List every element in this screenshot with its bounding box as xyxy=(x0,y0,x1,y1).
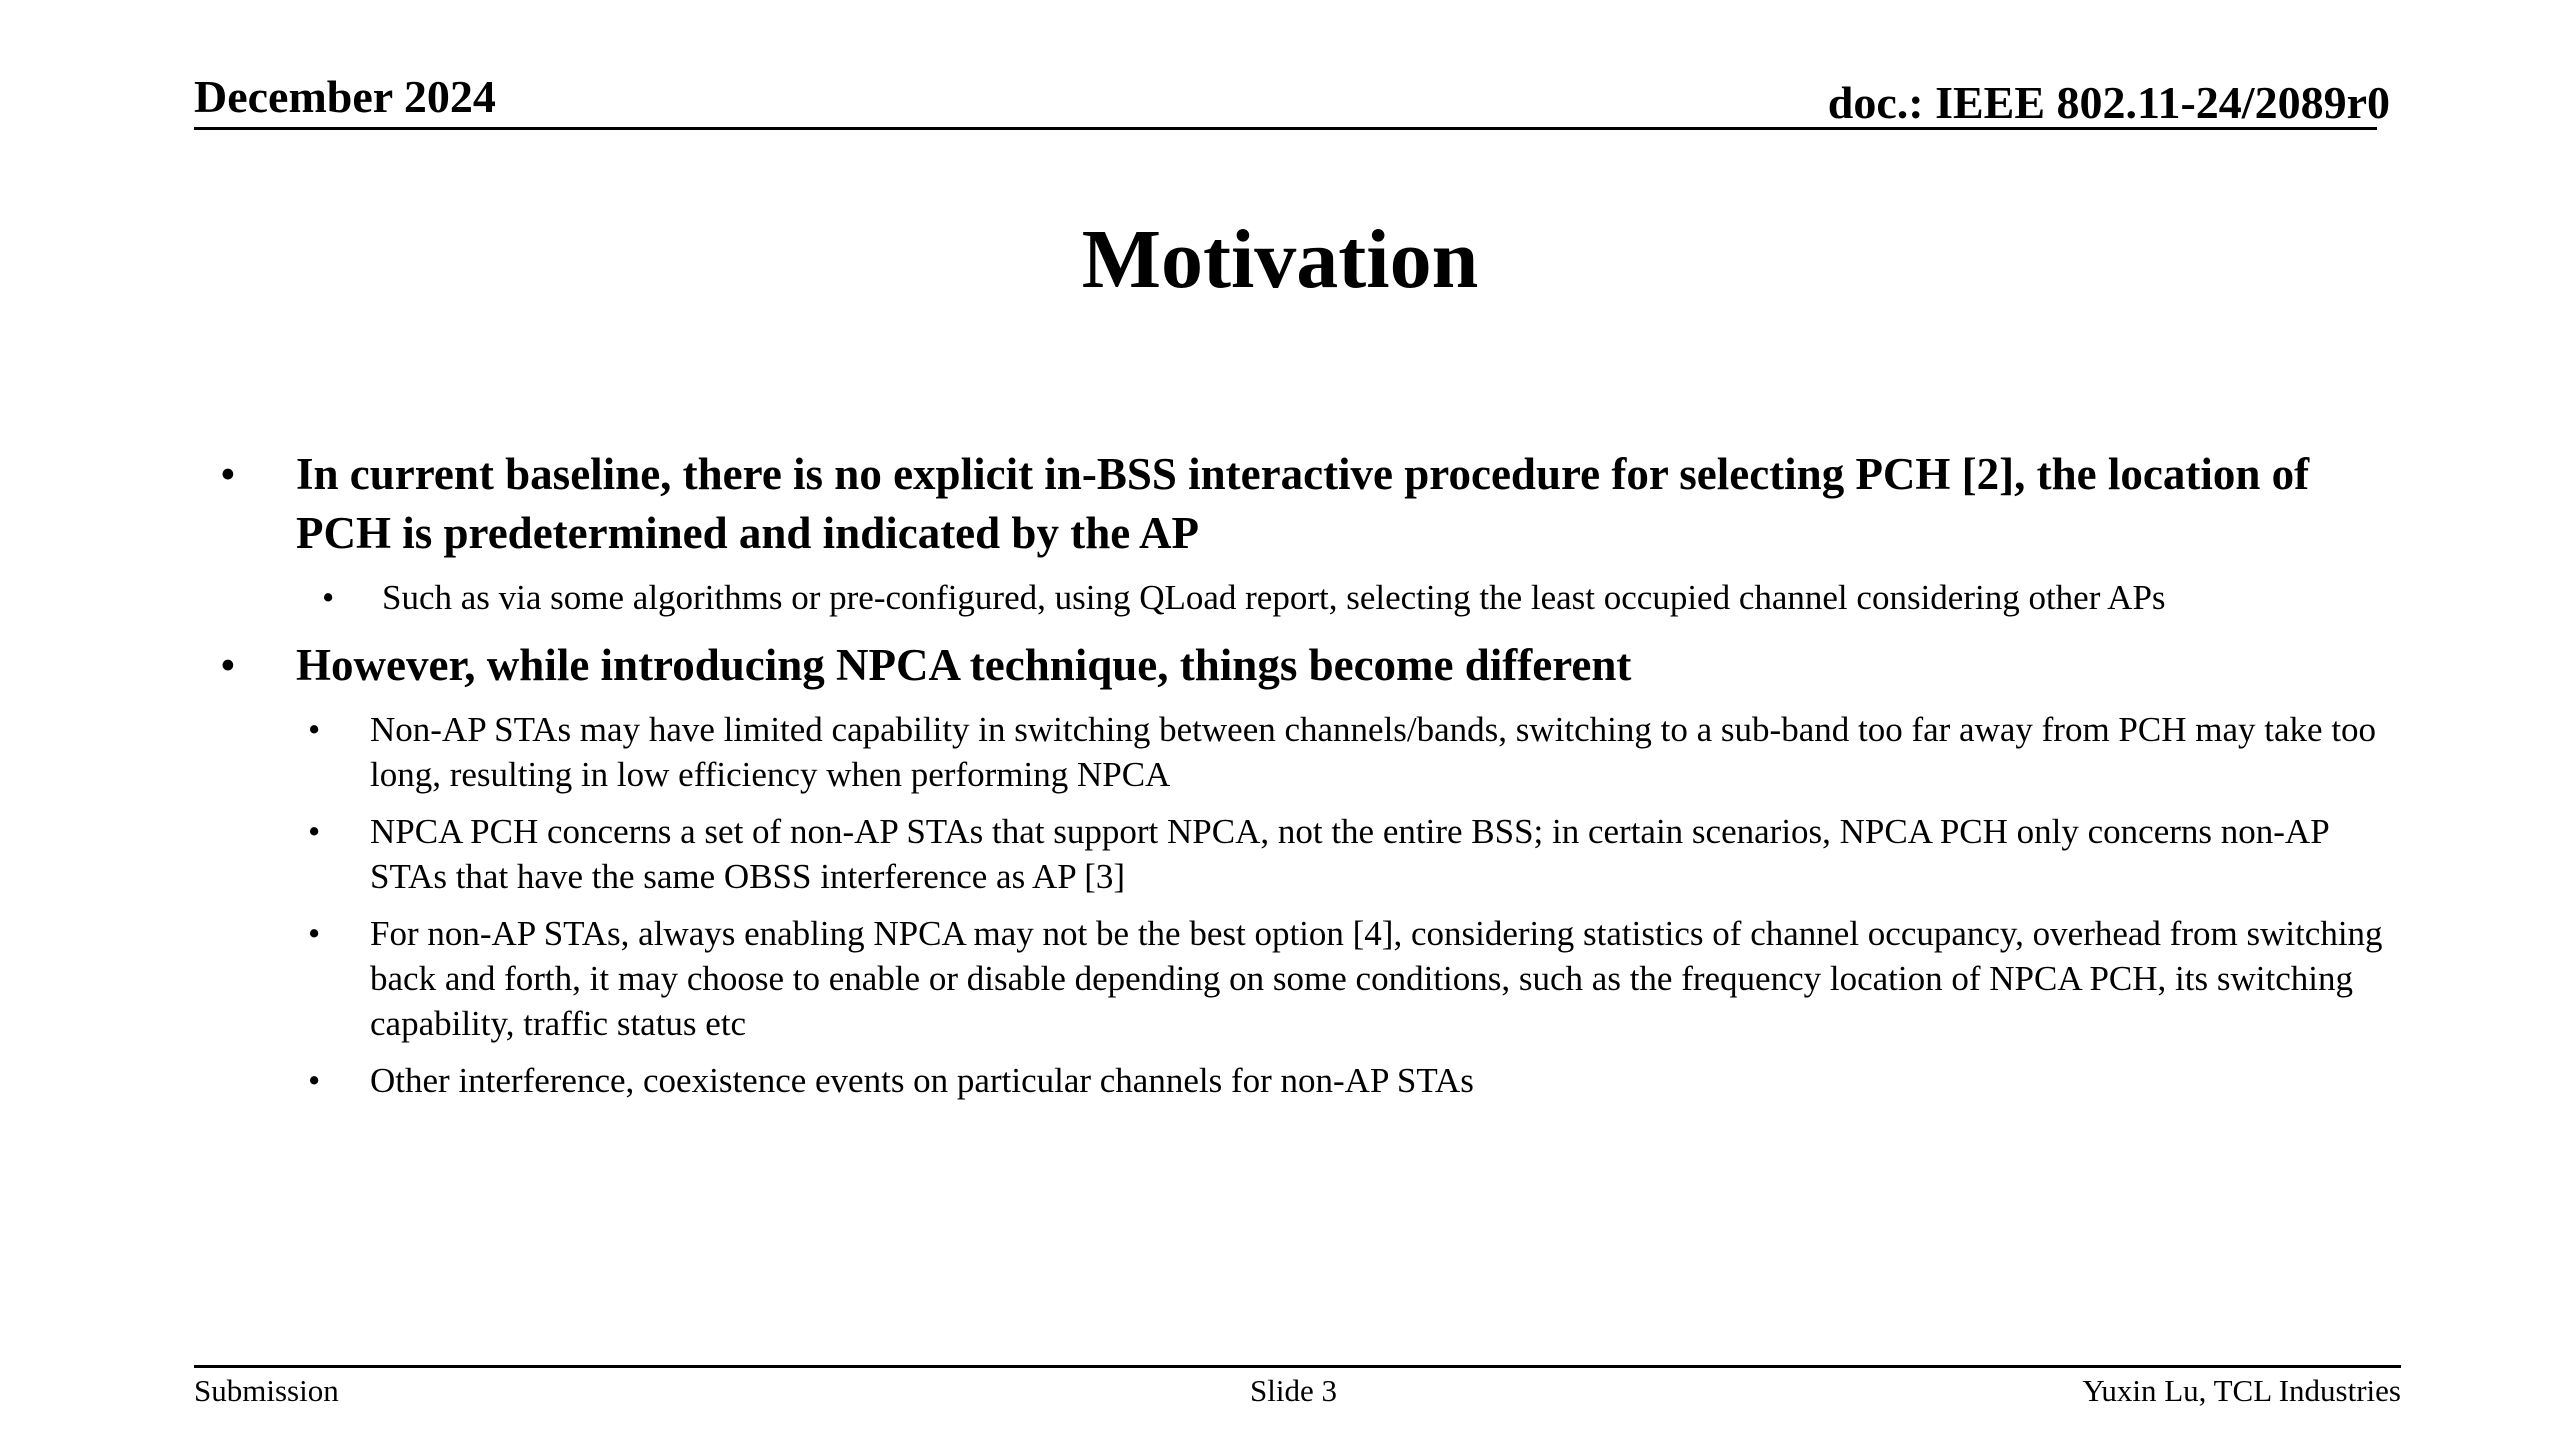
sub-bullet-2-4 xyxy=(220,1058,2400,1103)
bullet-glyph: • xyxy=(308,710,321,749)
bullet-glyph: • xyxy=(308,914,321,953)
bullet-2-text: However, while introducing NPCA technique, things become different xyxy=(296,640,1632,690)
bullet-2 xyxy=(220,636,2400,695)
bullet-glyph: • xyxy=(220,640,236,690)
header-doc-id: doc.: IEEE 802.11-24/2089r0 xyxy=(1827,77,2390,128)
sub-bullet-text: NPCA PCH concerns a set of non-AP STAs that support NPCA, not the entire BSS; in certain scenarios, NPCA PCH only concerns non-AP STAs that have the same OBSS interference as AP [3] xyxy=(370,812,2329,896)
sub-bullet-text: For non-AP STAs, always enabling NPCA may not be the best option [4], considering statistics of channel occupancy, overhead from switching back and forth, it may choose to enable or disable depending on some conditions, such as the frequency location of NPCA PCH, its switching capability, traffic status etc xyxy=(370,914,2383,1043)
sub-bullet-text: Other interference, coexistence events on particular channels for non-AP STAs xyxy=(370,1061,1474,1100)
sub-bullet-2-1 xyxy=(220,707,2400,797)
header-date: December 2024 xyxy=(194,71,496,122)
sub-bullet-text: Non-AP STAs may have limited capability in switching between channels/bands, switching to a sub-band too far away from PCH may take too long, resulting in low efficiency when performing NPCA xyxy=(370,710,2377,794)
footer-submission: Submission xyxy=(194,1373,339,1408)
sub-bullet-2-2 xyxy=(220,809,2400,899)
slide-title: Motivation xyxy=(1081,213,1479,306)
bullet-glyph: • xyxy=(308,812,321,851)
bullet-glyph: • xyxy=(322,578,335,617)
sub-bullet-2-3 xyxy=(220,911,2400,1046)
footer-divider xyxy=(194,1365,2401,1368)
footer-slide-number: Slide 3 xyxy=(1250,1373,1337,1408)
sub-bullet-1-1 xyxy=(220,575,2400,620)
sub-bullet-text: Such as via some algorithms or pre-configured, using QLoad report, selecting the least occupied channel considering other APs xyxy=(382,578,2166,617)
footer-author: Yuxin Lu, TCL Industries xyxy=(2082,1373,2401,1408)
slide-content xyxy=(220,445,2400,1103)
header-divider xyxy=(194,127,2377,130)
bullet-1-text: In current baseline, there is no explicit in-BSS interactive procedure for selecting PCH [2], the location of PCH is predetermined and indicated by the AP xyxy=(296,449,2310,558)
bullet-1 xyxy=(220,445,2400,563)
bullet-glyph: • xyxy=(220,449,236,499)
bullet-glyph: • xyxy=(308,1061,321,1100)
